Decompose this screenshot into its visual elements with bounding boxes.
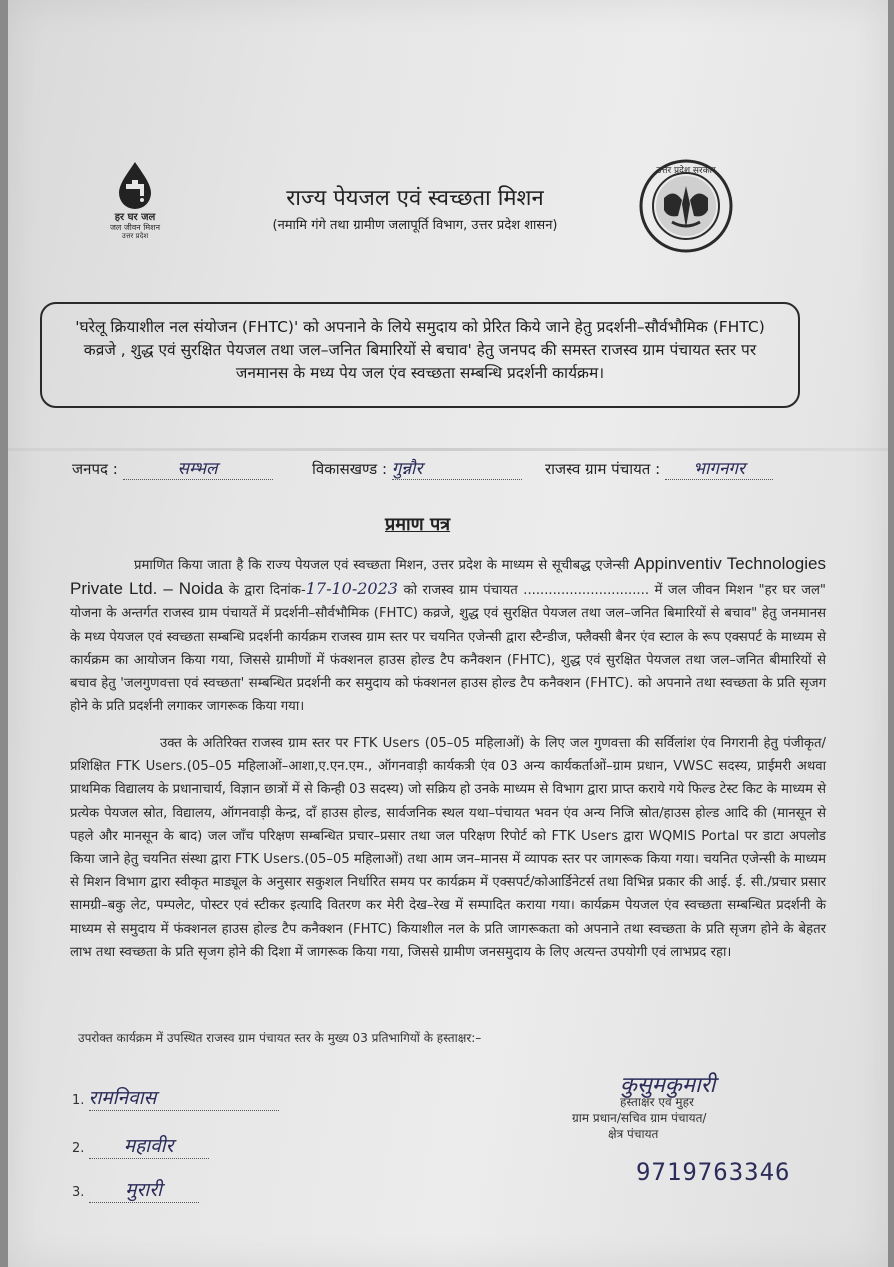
up-government-seal <box>638 158 734 254</box>
subject-text: 'घरेलू क्रियाशील नल संयोजन (FHTC)' को अपनाने के लिये समुदाय को प्रेरित किये जाने हेतु प्रदर्शनी–सौर्वभौमिक (FHTC) कव्रजे , शुद्ध एवं सुरक्षित पेयजल तथा जल–जनित बिमारियों से बचाव' हेतु जनपद की समस्त राजस्व ग्राम पंचायत स्तर पर जनमानस के मध्य पेय जल एंव स्वच्छता सम्बन्धि प्रदर्शनी कार्यक्रम। <box>75 318 765 382</box>
signatory-line-2: ग्राम प्रधान/सचिव ग्राम पंचायत/ <box>572 1111 707 1125</box>
certificate-paragraph-1 <box>70 552 826 718</box>
phone-number: 9719763346 <box>636 1158 791 1186</box>
panchayat-label: राजस्व ग्राम पंचायत : <box>545 460 661 478</box>
signatory-line-3: क्षेत्र पंचायत <box>608 1127 659 1141</box>
panchayat-value-line <box>665 456 773 480</box>
p1-intro: प्रमाणित किया जाता है कि राज्य पेयजल एवं स्वच्छता मिशन, उत्तर प्रदेश के माध्यम से सूचीबद्ध एजेन्सी <box>134 558 630 573</box>
participant-num: 1. <box>72 1093 85 1108</box>
certificate-paragraph-2 <box>70 732 826 964</box>
participant-signature: मुरारी <box>125 1179 162 1201</box>
p1-body: को राजस्व ग्राम पंचायत .............................. में जल जीवन मिशन "हर घर जल" योजना के अन्तर्गत राजस्व ग्राम पंचायतें में प्रदर्शनी–सौर्वभौमिक (FHTC) कव्रजे, शुद्ध एवं सुरक्षित पेयजल तथा जल–जनित बिमारियों से बचाव" हेतु जनमानस के मध्य पेयजल एवं स्वच्छता सम्बन्धि प्रदर्शनी कार्यक्रम राजस्व ग्राम स्तर पर चयनित एजेन्सी द्वारा स्टैन्डीज, फ्लैक्सी बैनर एंव स्टाल के रूप एक्सपर्ट के माध्यम से कार्यक्रम का आयोजन किया गया, जिससे ग्रामीणों में फंक्शनल हाउस होल्ड टैप कनैक्शन (FHTC), शुद्ध एवं सुरक्षित पेयजल तथा जल–जनित बीमारियों से बचाव हेतु 'जलगुणवत्ता एवं स्वच्छता' सम्बन्धित प्रदर्शनी कर समुदाय को फंक्शनल हाउस होल्ड टैप कनैक्शन (FHTC). को अपनाने तथा स्वच्छता के प्रति सृजग होने के प्रति प्रदर्शनी लगाकर जागरूक किया गया। <box>70 583 826 715</box>
emblem-seal-icon <box>638 158 734 254</box>
district-value: सम्भल <box>177 459 218 479</box>
subject-box <box>40 302 800 408</box>
program-date: 17-10-2023 <box>305 579 398 599</box>
p1-date-label: के द्वारा दिनांक- <box>228 583 306 599</box>
block-label: विकासखण्ड : <box>312 460 388 478</box>
participant-signature: रामनिवास <box>88 1087 157 1109</box>
logo-line-2: जल जीवन मिशन <box>109 223 161 232</box>
header-title: राज्य पेयजल एवं स्वच्छता मिशन <box>286 186 544 211</box>
har-ghar-jal-logo <box>100 160 170 240</box>
panchayat-field <box>545 456 773 480</box>
participant-sign-line <box>89 1176 199 1203</box>
participant-sign-line <box>89 1132 209 1159</box>
participant-sign-line <box>89 1084 279 1111</box>
district-field <box>72 456 273 480</box>
signatory-line-1: हस्ताक्षर एवं मुहर <box>620 1095 694 1109</box>
panchayat-value: भागनगर <box>693 459 745 479</box>
participant-signature: महावीर <box>123 1135 174 1157</box>
logo-line-3: उत्तर प्रदेश <box>121 232 149 240</box>
seal-text: उत्तर प्रदेश सरकार <box>656 166 716 176</box>
attendees-note: उपरोक्त कार्यक्रम में उपस्थित राजस्व ग्राम पंचायत स्तर के मुख्य 03 प्रतिभागियों के हस्ताक्षर:– <box>78 1031 482 1045</box>
participant-num: 3. <box>72 1185 85 1200</box>
participant-num: 2. <box>72 1141 85 1156</box>
pradhan-signature: कुसुमकुमारी <box>620 1073 716 1098</box>
certificate-title: प्रमाण पत्र <box>385 514 451 535</box>
water-drop-tap-icon <box>113 160 157 210</box>
block-value: गुन्नौर <box>391 459 423 479</box>
block-value-line <box>392 456 522 480</box>
paper-fold <box>8 448 888 451</box>
participant-row-2 <box>72 1132 209 1159</box>
block-field <box>312 456 522 480</box>
participant-row-1 <box>72 1084 279 1111</box>
signatory-block <box>572 1073 812 1142</box>
participant-row-3 <box>72 1176 199 1203</box>
district-value-line <box>123 456 273 480</box>
agency-name: Appinventiv Technologies Private Ltd. – Noida <box>70 554 826 599</box>
logo-line-1: हर घर जल <box>114 212 156 223</box>
district-label: जनपद : <box>72 460 118 478</box>
header-subtitle: (नमामि गंगे तथा ग्रामीण जलापूर्ति विभाग, उत्तर प्रदेश शासन) <box>272 218 558 233</box>
p2-body: उक्त के अतिरिक्त राजस्व ग्राम स्तर पर FTK Users (05–05 महिलाओं) के लिए जल गुणवत्ता की सर्विलांश एंव निगरानी हेतु पंजीकृत/प्रशिक्षित FTK Users.(05–05 महिलाओं–आशा,ए.एन.एम., ऑगनवाड़ी कार्यकत्री एंव 03 अन्य कार्यकर्ताओं–ग्राम प्रधान, VWSC सदस्य, प्राईमरी अथवा प्राथमिक विद्यालय के प्रधानाचार्य, विज्ञान छात्रों में से किन्ही 03 सदस्य) जो सक्रिय हो उनके माध्यम से विभाग द्वारा प्राप्त कराये गये फिल्ड टेस्ट किट के माध्यम से प्रत्येक पेयजल स्रोत, विद्यालय, ऑगनवाड़ी केन्द्र, दाँ हाउस होल्ड, सार्वजनिक स्थल यथा–पंचायत भवन एंव अन्य निजि स्रोत/हाउस होल्ड आदि की (मानसून से पहले और मानसून के बाद) जल जाँच परिक्षण सम्बन्धित प्रचार–प्रसार तथा जल परिक्षण रिपोर्ट को FTK Users द्वारा WQMIS Portal पर डाटा अपलोड किया जाने हेतु चयनित संस्था द्वारा FTK Users.(05–05 महिलाओं) तथा आम जन–मानस में व्यापक स्तर पर जागरूक किया गया। चयनित एजेन्सी के माध्यम से मिशन विभाग द्वारा स्वीकृत माड्यूल के अनुसार सकुशल निर्धारित समय पर कार्यक्रम में एक्सपर्ट/कोआर्डिनेटर्स तथा विभिन्न प्रकार की आई. ई. सी./प्रचार प्रसार सामग्री–बकु लेट, पम्पलेट, पोस्टर एवं स्टीकर इत्यादि वितरण कर मेरी देख–रेख में सम्पादित कराया गया। कार्यक्रम पेयजल एंव स्वच्छता सम्बन्धित प्रदर्शनी के माध्यम से समुदाय में फंक्शनल हाउस होल्ड टैप कनैक्शन (FHTC) कियाशील नल के प्रति जागरूकता को अपनाने तथा स्वच्छता के प्रति सृजग होने के बेहतर लाभ तथा स्वच्छता के प्रति सृजग होने की दिशा में जागरूक किया गया, जिससे ग्रामीण जनसमुदाय के लिए अत्यन्त उपयोगी एवं लाभप्रद रहा। <box>70 736 826 960</box>
